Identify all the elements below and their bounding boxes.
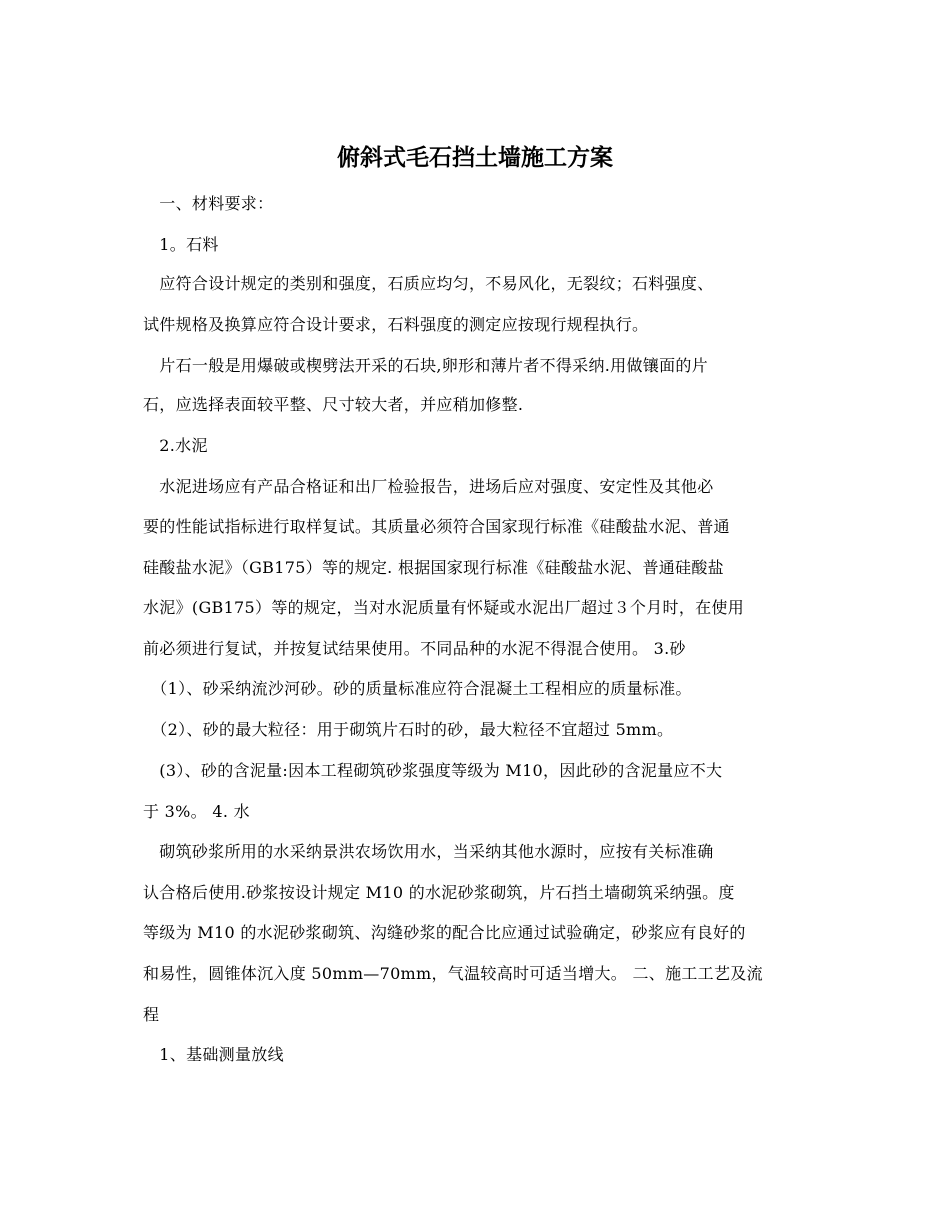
paragraph-line: 和易性，圆锥体沉入度 50mm—70mm，气温较高时可适当增大。 二、施工工艺及流 bbox=[143, 964, 763, 983]
paragraph-line: 于 3%。 4. 水 bbox=[143, 802, 250, 821]
subheading-foundation-survey: 1、基础测量放线 bbox=[143, 1045, 284, 1064]
paragraph-line: 等级为 M10 的水泥砂浆砌筑、沟缝砂浆的配合比应通过试验确定，砂浆应有良好的 bbox=[143, 923, 746, 942]
paragraph-line: （1）、砂采纳流沙河砂。砂的质量标准应符合混凝土工程相应的质量标准。 bbox=[143, 679, 692, 698]
subheading-stone: 1。石料 bbox=[143, 235, 219, 254]
paragraph-line: 石，应选择表面较平整、尺寸较大者，并应稍加修整. bbox=[143, 395, 524, 414]
document-title: 俯斜式毛石挡土墙施工方案 bbox=[337, 144, 613, 171]
paragraph-line: （2）、砂的最大粒径：用于砌筑片石时的砂，最大粒径不宜超过 5mm。 bbox=[143, 720, 674, 739]
paragraph-line: 水泥进场应有产品合格证和出厂检验报告，进场后应对强度、安定性及其他必 bbox=[143, 477, 714, 496]
paragraph-line: 认合格后使用.砂浆按设计规定 M10 的水泥砂浆砌筑，片石挡土墙砌筑采纳强。度 bbox=[143, 883, 735, 902]
paragraph-line: 应符合设计规定的类别和强度，石质应均匀，不易风化，无裂纹；石料强度、 bbox=[143, 274, 714, 293]
paragraph-line: 硅酸盐水泥》（GB175）等的规定. 根据国家现行标准《硅酸盐水泥、普通硅酸盐 bbox=[143, 558, 724, 577]
paragraph-line: 水泥》(GB175）等的规定，当对水泥质量有怀疑或水泥出厂超过３个月时，在使用 bbox=[143, 598, 745, 617]
paragraph-line: 片石一般是用爆破或楔劈法开采的石块,卵形和薄片者不得采纳.用做镶面的片 bbox=[143, 356, 708, 375]
paragraph-line: 试件规格及换算应符合设计要求，石料强度的测定应按现行规程执行。 bbox=[143, 315, 649, 334]
section-heading-materials: 一、材料要求： bbox=[143, 194, 274, 213]
paragraph-line: 程 bbox=[143, 1005, 160, 1024]
paragraph-line: 砌筑砂浆所用的水采纳景洪农场饮用水，当采纳其他水源时，应按有关标准确 bbox=[143, 842, 714, 861]
paragraph-line: 前必须进行复试，并按复试结果使用。不同品种的水泥不得混合使用。 3.砂 bbox=[143, 639, 686, 658]
paragraph-line: 要的性能试指标进行取样复试。其质量必须符合国家现行标准《硅酸盐水泥、普通 bbox=[143, 517, 730, 536]
paragraph-line: (3）、砂的含泥量:因本工程砌筑砂浆强度等级为 M10，因此砂的含泥量应不大 bbox=[143, 761, 723, 780]
subheading-cement: 2.水泥 bbox=[143, 436, 208, 455]
